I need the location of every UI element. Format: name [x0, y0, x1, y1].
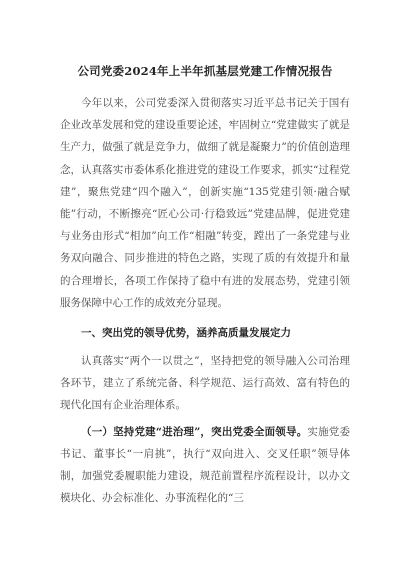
subsection-1-heading: （一）坚持党建“进治理”，突出党委全面领导。: [81, 425, 308, 438]
subsection-1-paragraph: [60, 421, 350, 510]
intro-paragraph: 今年以来，公司党委深入贯彻落实习近平总书记关于国有企业改革发展和党的建设重要论述，牢固树立“党建做实了就是生产力，做强了就是竞争力，做细了就是凝聚力”的价值创造理念，认真落实市委体系化推进党的建设工作要求，抓实“过程党建”，聚焦党建“四个融入”，创新实施“135党建引领·融合赋能”行动，不断擦亮“匠心公司·行稳致远”党建品牌，促进党建与业务由形式“相加”向工作“相融”转变，蹚出了一条党建与业务双向融合、同步推进的特色之路，实现了质的有效提升和量的合理增长，各项工作保持了稳中有进的发展态势，党建引领服务保障中心工作的成效充分显现。: [60, 97, 350, 309]
section-1-heading: 一、突出党的领导优势，涵养高质量发展定力: [81, 327, 291, 340]
subsection-1-text: 实施党委书记、董事长“一肩挑”，执行“双向进入、交叉任职”领导体制，加强党委履职能力建设，规范前置程序流程设计，以办文模块化、办会标准化、办事流程化的“三: [60, 425, 350, 505]
section-1-paragraph: 认真落实“两个一以贯之”，坚持把党的领导融入公司治理各环节，建立了系统完备、科学规范、运行高效、富有特色的现代化国有企业治理体系。: [60, 355, 350, 412]
document-title: 公司党委2024年上半年抓基层党建工作情况报告: [77, 64, 333, 78]
